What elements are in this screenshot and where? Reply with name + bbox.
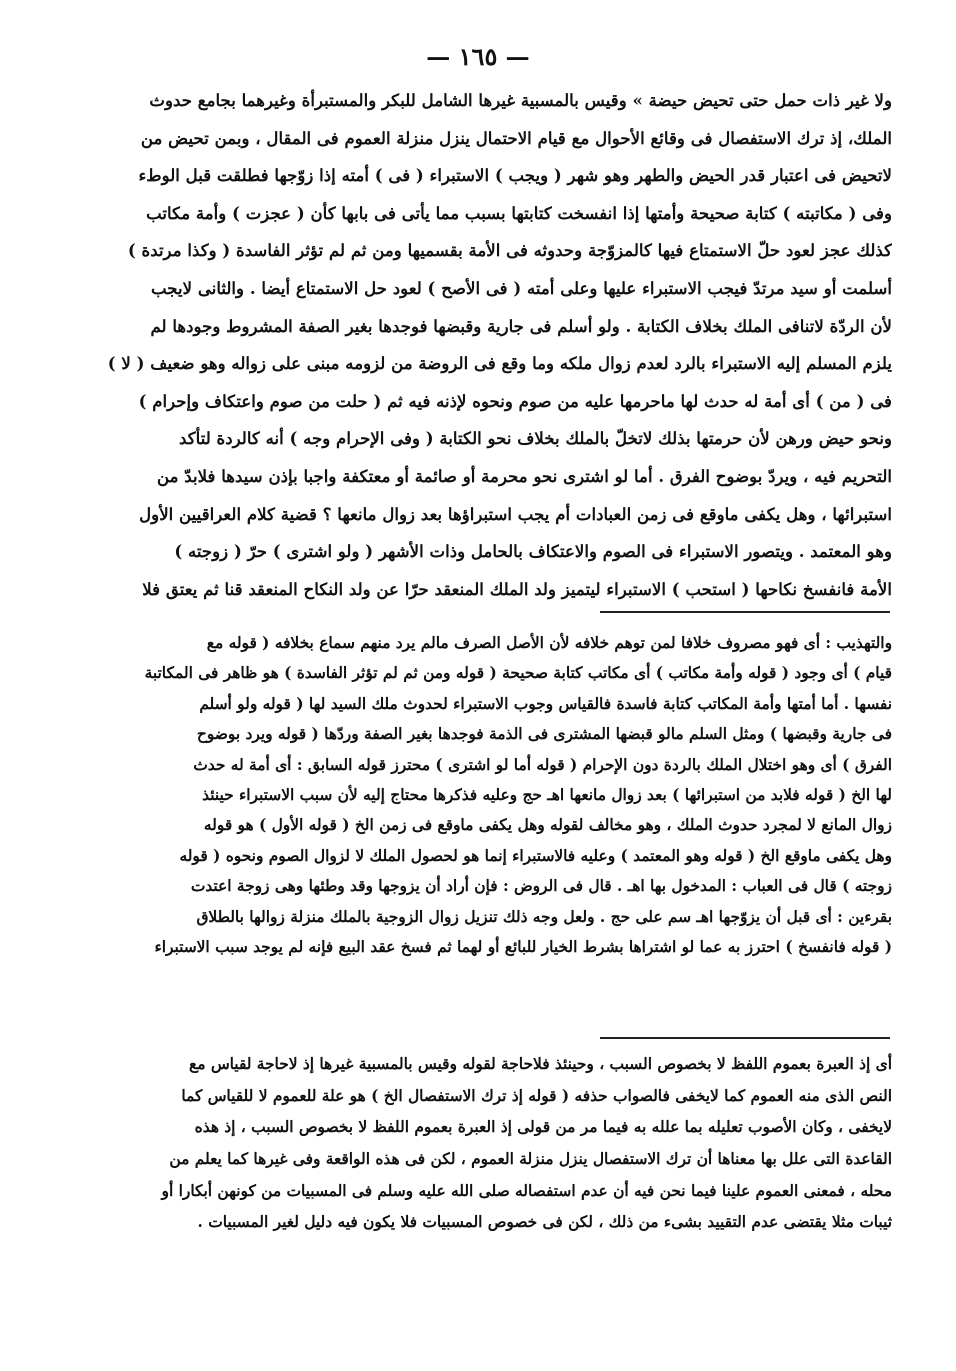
commentary-line: فى جارية وقبضها ) ومثل السلم مالو قبضها المشترى فى الذمة فوجدها بغير الصفة وردّها ( قوله ويرد بوضوح — [196, 725, 892, 744]
footnote-block — [70, 1049, 892, 1239]
main-text-line: ولا غير ذات حمل حتى تحيض حيضة » وقيس بالمسبية غيرها الشامل للبكر والمستبرأة وغيرهما بجامع حدوث — [149, 90, 892, 110]
commentary-line: الفرق ) أى وهو اختلال الملك بالردة دون الإحرام ( قوله أما لو اشترى ) محترز قوله السابق : أى أمة له حدث — [193, 755, 892, 774]
footnote-line: القاعدة التى علل بها معناها أن ترك الاستفصال ينزل منزلة العموم ، لكن فى هذه الواقعة وفى غيرها كما يعلم من — [169, 1150, 892, 1169]
commentary-line: نفسها . أما أمتها وأمة المكاتب كتابة فاسدة فالقياس وجوب الاستبراء لحدوث ملك السيد لها ( قوله ولو أسلم — [199, 694, 892, 713]
commentary-line: زوال المانع لا لمجرد حدوث الملك ، وهو مخالف لقوله وهل يكفى ماوقع فى زمن الخ ( قوله الأول ) هو قوله — [203, 816, 892, 835]
main-text-line: وهو المعتمد . ويتصور الاستبراء فى الصوم والاعتكاف بالحامل وذات الأشهر ( ولو اشترى ) حرّ ( زوجته ) — [174, 541, 892, 562]
commentary-line: ( قوله فانفسخ ) احترز به عما لو اشتراها بشرط الخيار للبائع أو لهما ثم فسخ عقد البيع فإنه لم يوجد سبب الاستبراء — [154, 937, 892, 956]
commentary-line: بقرءين : أى قبل أن يزوّجها اهـ سم على حج . ولعل وجه ذلك تنزيل زوال الزوجية بالملك منزلة زوالها بالطلاق — [196, 907, 892, 926]
main-text-line: يلزم المسلم إليه الاستبراء بالرد لعدم زوال ملكه وما وقع فى الروضة من لزومه مبنى على زواله وهو ضعيف ( لا ) — [107, 353, 892, 374]
commentary-block — [70, 628, 892, 962]
main-text-line: أسلمت أو سيد مرتدّ فيجب الاستبراء عليها وعلى أمته ( فى الأصح ) لعود حل الاستمتاع أيضا . والثانى لايجب — [151, 277, 892, 298]
commentary-line: والتهذيب : أى فهو مصروف خلافا لمن توهم خلافه لأن الأصل الصرف مالم يرد منهم سماع بخلافه ( قوله مع — [206, 634, 892, 652]
commentary-line: لها الخ ( قوله فلابد من استبرائها ) بعد زوال مانعها اهـ حج وعليه فذكرها محتاج إليه لأن سبب الاستبراء حينئذ — [202, 785, 892, 804]
footnote-line: النص الذى منه العموم كما لايخفى فالصواب حذفه ( قوله إذ ترك الاستفصال الخ ) هو علة للعموم لا للقياس كما — [181, 1086, 892, 1105]
commentary-line: قيام ) أى وجود ( قوله وأمة مكاتب ) أى مكاتب كتابة صحيحة ( قوله ومن ثم لم تؤثر الفاسدة ) هو ظاهر فى المكاتبة — [144, 664, 892, 683]
main-text-line: ونحو حيض ورهن لأن حرمتها بذلك لاتخلّ بالملك بخلاف نحو الكتابة ( وفى الإحرام وجه ) أنه كالردة لتأكد — [179, 428, 892, 449]
main-text-line: كذلك عجز لعود حلّ الاستمتاع فيها كالمزوّجة وحدوثه فى الأمة بقسميها ومن ثم لم تؤثر الفاسدة ( وكذا مرتدة ) — [127, 240, 892, 261]
section-divider — [600, 1037, 890, 1039]
page-number: — ١٦٥ — — [426, 42, 530, 71]
footnote-line: أى إذ العبرة بعموم اللفظ لا بخصوص السبب ، وحينئذ فلاحاجة لقوله وقيس بالمسبية غيرها إذ لاحاجة لقياس مع — [189, 1055, 892, 1073]
footnote-line: محله ، فمعنى العموم علينا فيما نحن فيه أن عدم استفصاله صلى الله عليه وسلم فى المسبيات من كونهن أبكارا أو — [161, 1181, 892, 1200]
main-text-block — [70, 82, 892, 608]
main-text-line: لاتحيض فى اعتبار قدر الحيض والطهر وهو شهر ( ويجب ) الاستبراء ( فى ) أمته إذا زوّجها فطلقت قبل الوطء — [138, 165, 892, 186]
main-text-line: لأن الردّة لاتنافى الملك بخلاف الكتابة . ولو أسلم فى جارية وقبضها فوجدها بغير الصفة المشروط وجودها لم — [150, 315, 892, 336]
main-text-line: التحريم فيه ، ويردّ بوضوح الفرق . أما لو اشترى نحو محرمة أو صائمة أو معتكفة واجبا بإذن سيدها فلابدّ من — [157, 465, 892, 486]
main-text-line: استبرائها ، وهل يكفى ماوقع فى زمن العبادات أم يجب استبراؤها بعد زوال مانعها ؟ قضية كلام العراقيين الأول — [139, 503, 892, 524]
footnote-line: ثيبات مثلا يقتضى عدم التقييد بشىء من ذلك ، لكن فى خصوص المسبيات فلا يكون فيه دليل لغير المسبيات . — [197, 1213, 892, 1232]
commentary-line: وهل يكفى ماوقع الخ ( قوله وهو المعتمد ) وعليه فالاستبراء إنما هو لحصول الملك لا لزوال الصوم ونحوه ( قوله — [179, 846, 892, 865]
section-divider — [600, 611, 890, 613]
main-text-line: الملك، إذ ترك الاستفصال فى وقائع الأحوال مع قيام الاحتمال ينزل منزلة العموم فى المقال ، وبمن تحيض من — [140, 127, 892, 148]
main-text-line: الأمة فانفسخ نكاحها ( استحب ) الاستبراء ليتميز ولد الملك المنعقد حرّا عن ولد النكاح المنعقد قنا ثم يعتق فلا — [142, 578, 892, 599]
main-text-line: فى ( من ) أى أمة له حدث لها ماحرمها عليه من صوم ونحوه لإذنه فيه ثم ( حلت من صوم واعتكاف وإحرام ) — [138, 390, 892, 411]
commentary-line: زوجته ) قال فى العباب : المدخول بها اهـ . قال فى الروض : فإن أراد أن يزوجها وقد وطئها وهى زوجة اعتدت — [190, 877, 892, 896]
main-text-line: وفى ( مكاتبته ) كتابة صحيحة وأمتها إذا انفسخت كتابتها بسبب مما يأتى فى بابها كأن ( عجزت ) وأمة مكاتب — [146, 202, 892, 223]
footnote-line: لايخفى ، وكان الأصوب تعليله بما علله به فيما مر من قولى إذ العبرة بعموم اللفظ لا بخصوص السبب ، إذ هذه — [194, 1118, 892, 1137]
